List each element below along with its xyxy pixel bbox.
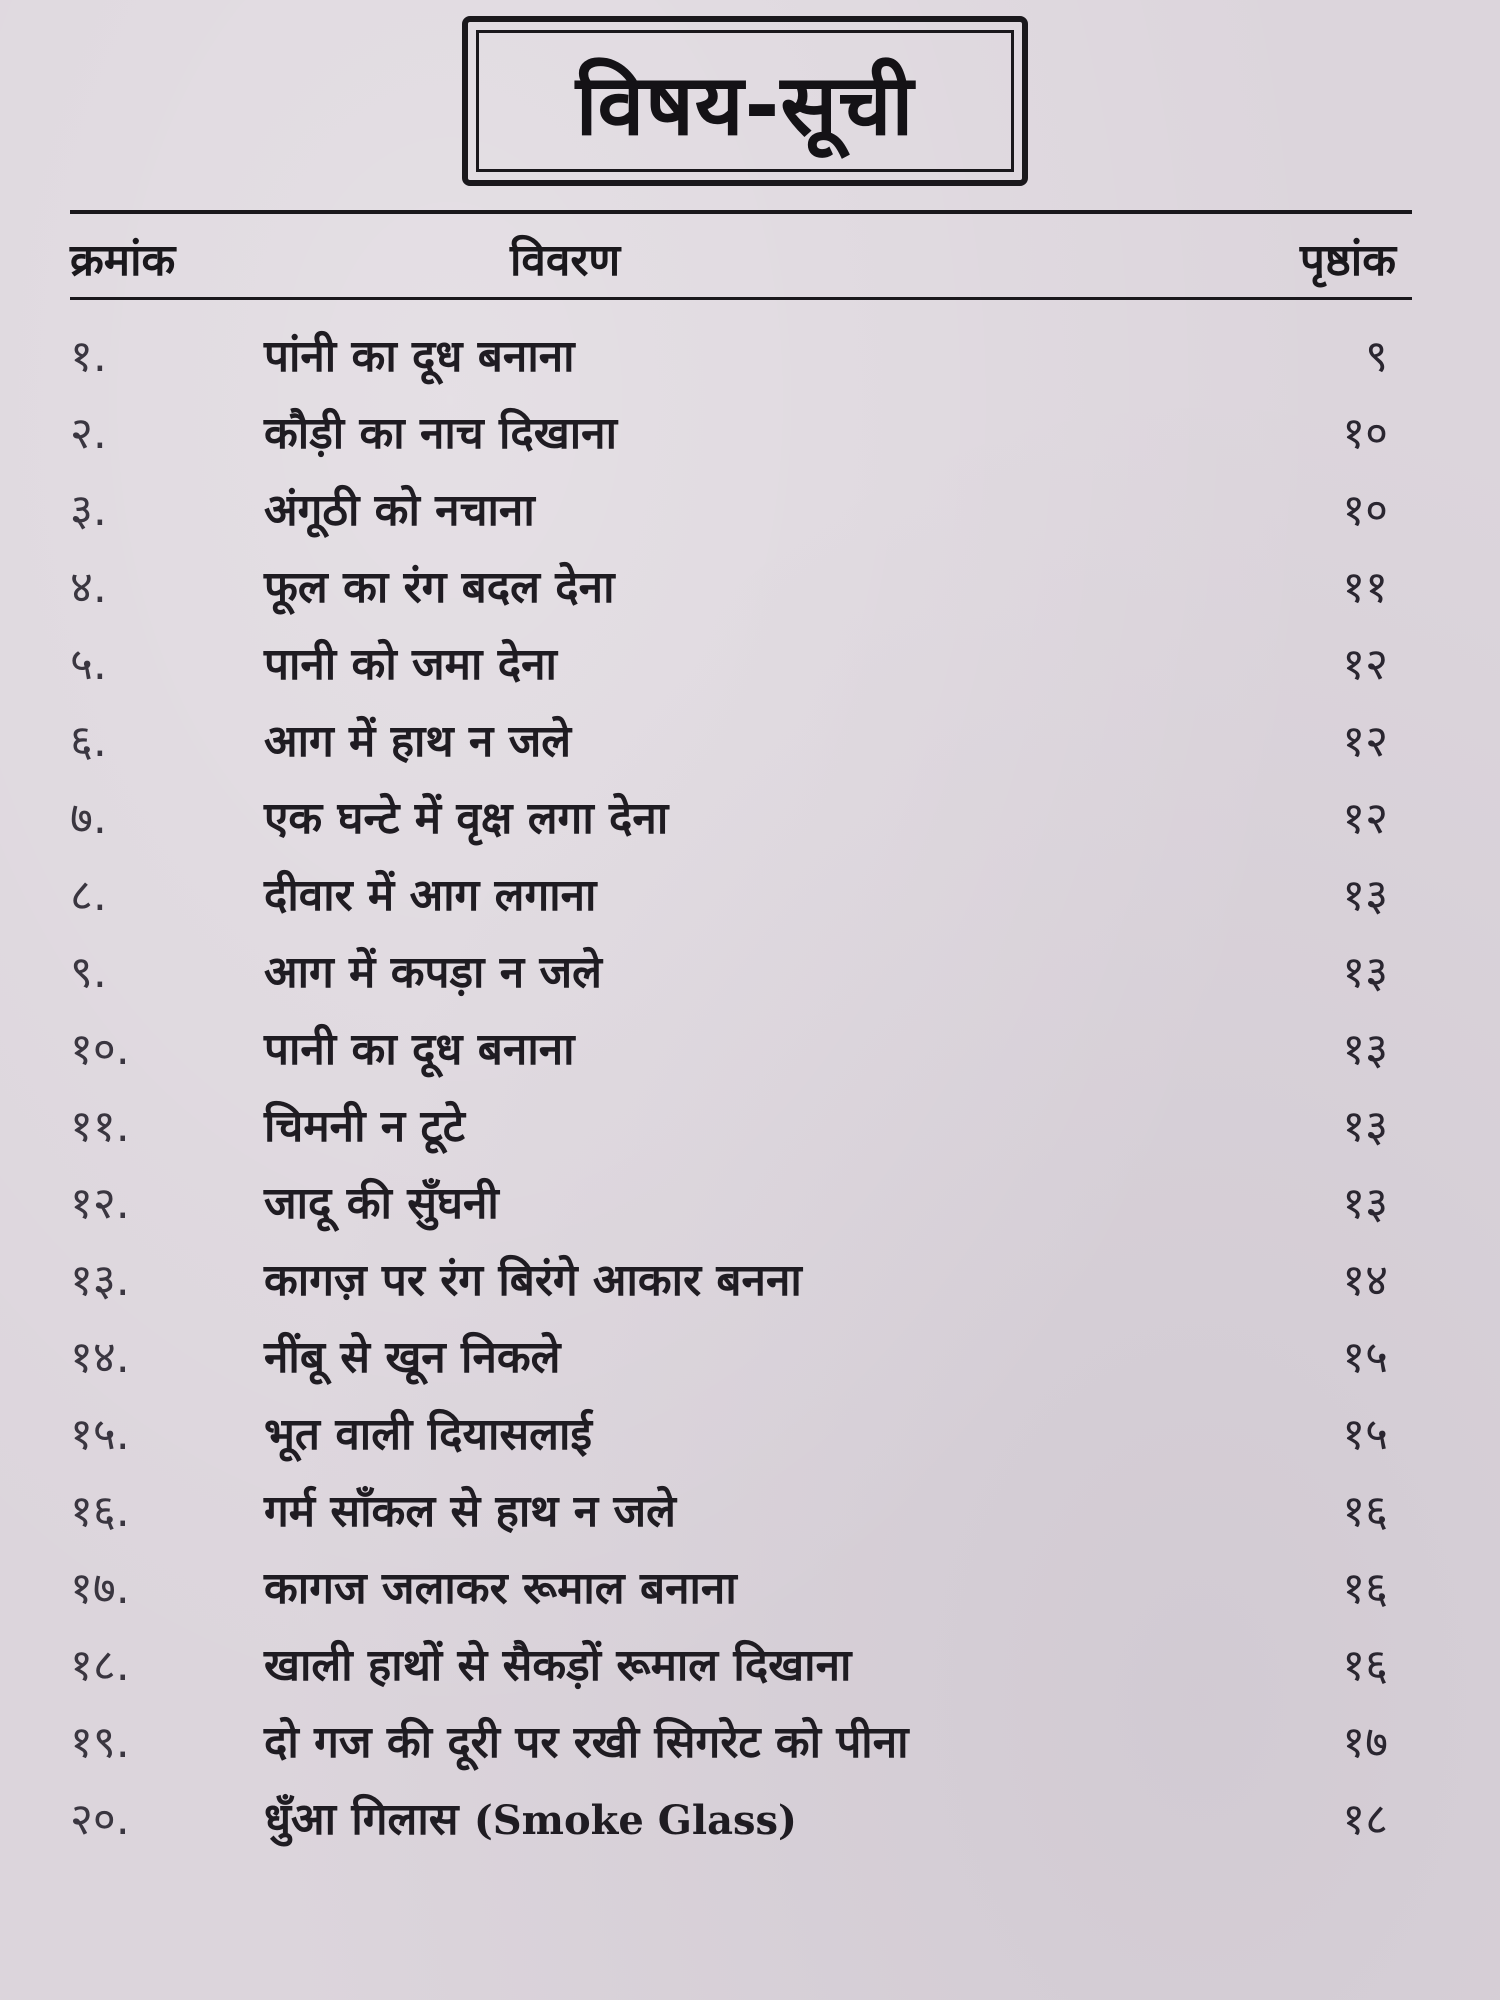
toc-title: कागज जलाकर रूमाल बनाना bbox=[264, 1563, 737, 1614]
toc-title: चिमनी न टूटे bbox=[264, 1101, 465, 1152]
toc-row bbox=[70, 1323, 1412, 1400]
toc-title: फूल का रंग बदल देना bbox=[264, 562, 615, 613]
toc-row bbox=[70, 1169, 1412, 1246]
toc-row bbox=[70, 1015, 1412, 1092]
toc-serial: २०. bbox=[70, 1794, 130, 1845]
toc-row bbox=[70, 476, 1412, 553]
toc-title: कौड़ी का नाच दिखाना bbox=[264, 408, 617, 459]
toc-row bbox=[70, 784, 1412, 861]
header-bottom-rule bbox=[70, 297, 1412, 300]
toc-title: भूत वाली दियासलाई bbox=[264, 1409, 592, 1460]
toc-page-number: १३ bbox=[1342, 1024, 1388, 1075]
toc-row bbox=[70, 1708, 1412, 1785]
toc-serial: ५. bbox=[70, 639, 107, 690]
toc-title: दो गज की दूरी पर रखी सिगरेट को पीना bbox=[264, 1717, 909, 1768]
serial-column-header: क्रमांक bbox=[70, 235, 176, 286]
toc-title: खाली हाथों से सैकड़ों रूमाल दिखाना bbox=[264, 1640, 852, 1691]
toc-row bbox=[70, 1477, 1412, 1554]
toc-page-number: १२ bbox=[1342, 639, 1388, 690]
toc-serial: १२. bbox=[70, 1178, 130, 1229]
toc-row bbox=[70, 938, 1412, 1015]
toc-page-number: १० bbox=[1342, 485, 1388, 536]
toc-title: पानी को जमा देना bbox=[264, 639, 557, 690]
toc-serial: १६. bbox=[70, 1486, 130, 1537]
toc-title: दीवार में आग लगाना bbox=[264, 870, 597, 921]
toc-title-hindi: धुँआ गिलास bbox=[264, 1794, 459, 1845]
toc-title: आग में कपड़ा न जले bbox=[264, 947, 602, 998]
toc-title: कागज़ पर रंग बिरंगे आकार बनना bbox=[264, 1255, 802, 1306]
toc-serial: १४. bbox=[70, 1332, 130, 1383]
toc-page-number: १७ bbox=[1342, 1717, 1388, 1768]
toc-row bbox=[70, 1554, 1412, 1631]
toc-row bbox=[70, 1785, 1412, 1862]
toc-title-latin: (Smoke Glass) bbox=[473, 1797, 797, 1844]
toc-title: आग में हाथ न जले bbox=[264, 716, 572, 767]
title-frame-inner bbox=[476, 30, 1014, 172]
toc-page-number: १६ bbox=[1342, 1640, 1388, 1691]
page-column-header: पृष्ठांक bbox=[1299, 235, 1396, 286]
toc-serial: १८. bbox=[70, 1640, 130, 1691]
page-title: विषय-सूची bbox=[575, 55, 915, 154]
toc-row bbox=[70, 1400, 1412, 1477]
toc-row bbox=[70, 1092, 1412, 1169]
toc-title: एक घन्टे में वृक्ष लगा देना bbox=[264, 793, 669, 844]
toc-title: पानी का दूध बनाना bbox=[264, 1024, 575, 1075]
toc-page-number: १३ bbox=[1342, 947, 1388, 998]
toc-serial: १०. bbox=[70, 1024, 130, 1075]
toc-title bbox=[264, 1785, 797, 1856]
toc-page-number: १५ bbox=[1342, 1332, 1388, 1383]
toc-serial: ११. bbox=[70, 1101, 130, 1152]
column-headers bbox=[70, 228, 1412, 290]
toc-row bbox=[70, 399, 1412, 476]
toc-row bbox=[70, 630, 1412, 707]
toc-page-number: १० bbox=[1342, 408, 1388, 459]
toc-serial: ७. bbox=[70, 793, 107, 844]
toc-page-number: ९ bbox=[1365, 331, 1388, 382]
toc-serial: २. bbox=[70, 408, 107, 459]
toc-serial: ३. bbox=[70, 485, 107, 536]
toc-serial: १३. bbox=[70, 1255, 130, 1306]
toc-title: पांनी का दूध बनाना bbox=[264, 331, 575, 382]
toc-serial: ४. bbox=[70, 562, 107, 613]
toc-row bbox=[70, 322, 1412, 399]
toc-serial: ८. bbox=[70, 870, 107, 921]
toc-title: नींबू से खून निकले bbox=[264, 1332, 561, 1383]
toc-page-number: १३ bbox=[1342, 1101, 1388, 1152]
toc-page-number: १६ bbox=[1342, 1563, 1388, 1614]
toc-title: जादू की सुँघनी bbox=[264, 1178, 499, 1229]
toc-title: गर्म साँकल से हाथ न जले bbox=[264, 1486, 676, 1537]
toc-serial: ६. bbox=[70, 716, 107, 767]
toc-page-number: १५ bbox=[1342, 1409, 1388, 1460]
title-frame bbox=[462, 16, 1028, 186]
toc-page-number: १६ bbox=[1342, 1486, 1388, 1537]
toc-serial: १९. bbox=[70, 1717, 130, 1768]
toc-page-number: १२ bbox=[1342, 716, 1388, 767]
toc-page-number: ११ bbox=[1342, 562, 1388, 613]
toc-row bbox=[70, 1246, 1412, 1323]
toc-page-number: १३ bbox=[1342, 870, 1388, 921]
toc-row bbox=[70, 707, 1412, 784]
toc-row bbox=[70, 553, 1412, 630]
toc-list bbox=[70, 322, 1412, 1862]
toc-row bbox=[70, 1631, 1412, 1708]
header-top-rule bbox=[70, 210, 1412, 214]
toc-page-number: १२ bbox=[1342, 793, 1388, 844]
toc-serial: १५. bbox=[70, 1409, 130, 1460]
toc-page-number: १८ bbox=[1342, 1794, 1388, 1845]
toc-serial: १. bbox=[70, 331, 107, 382]
description-column-header: विवरण bbox=[510, 235, 621, 286]
toc-serial: १७. bbox=[70, 1563, 130, 1614]
toc-title: अंगूठी को नचाना bbox=[264, 485, 535, 536]
toc-page-number: १४ bbox=[1342, 1255, 1388, 1306]
toc-page-number: १३ bbox=[1342, 1178, 1388, 1229]
toc-serial: ९. bbox=[70, 947, 107, 998]
toc-row bbox=[70, 861, 1412, 938]
